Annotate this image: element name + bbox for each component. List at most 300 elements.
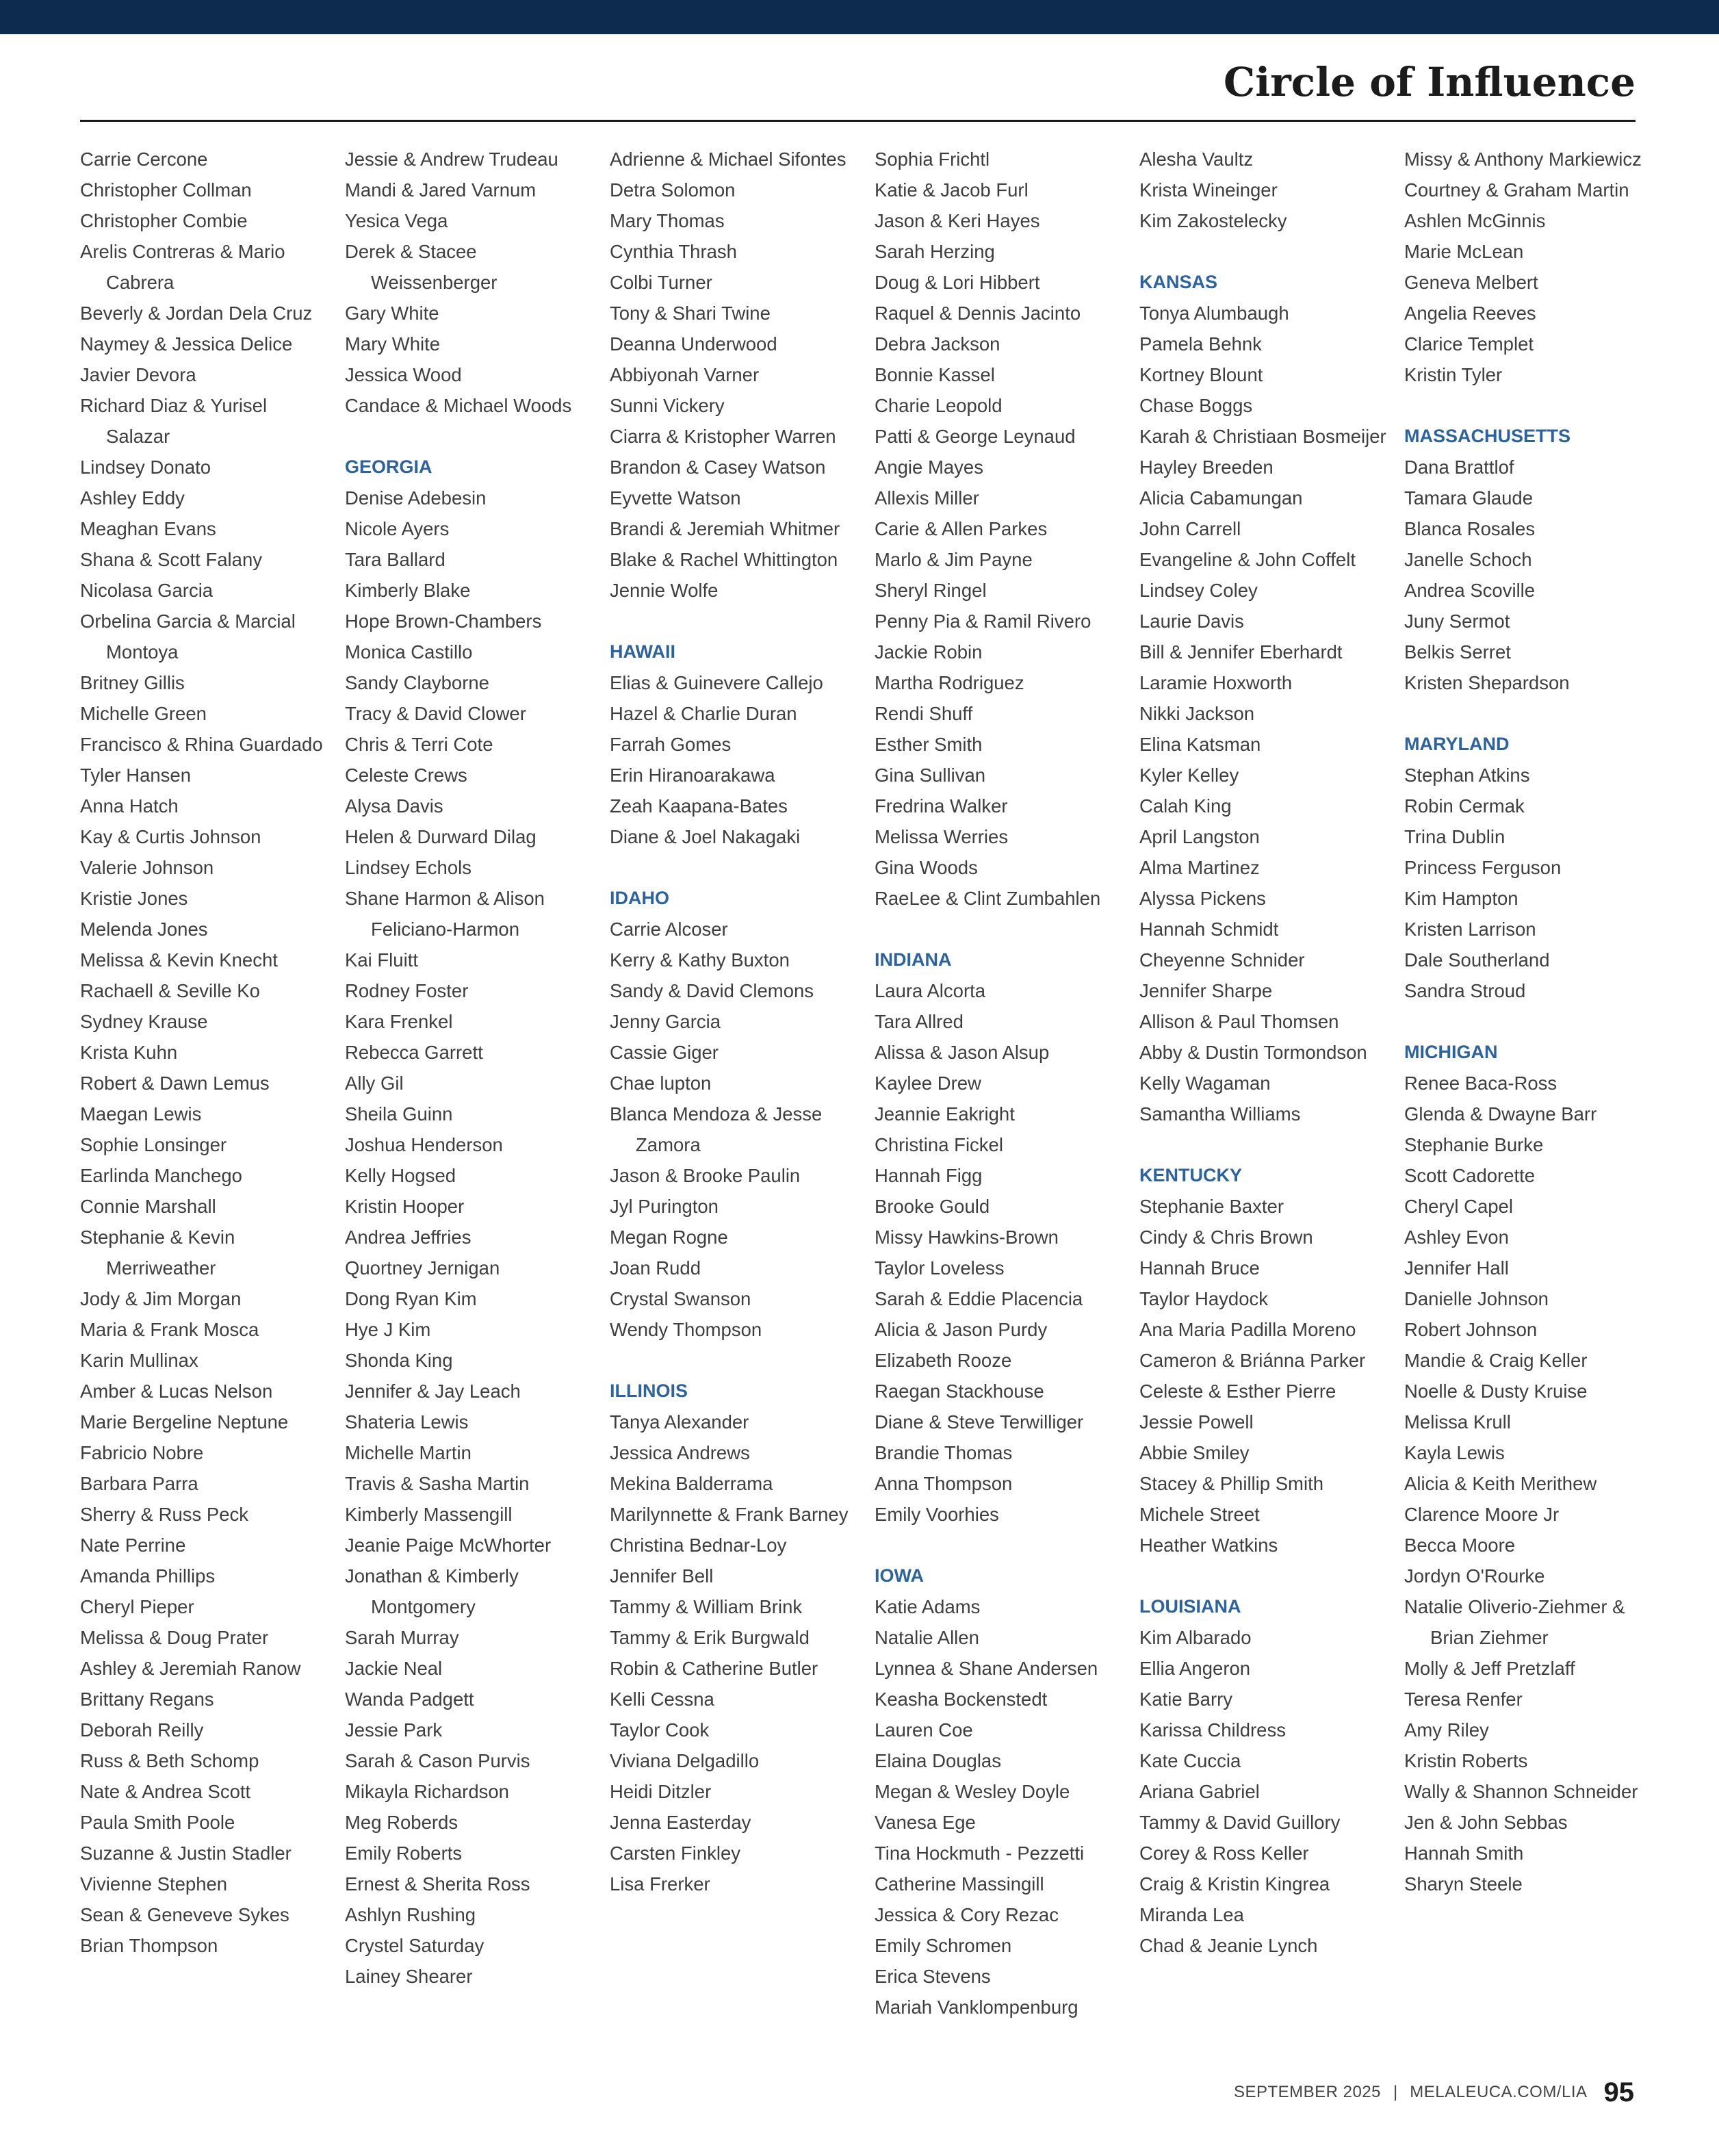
member-name: Farrah Gomes	[610, 734, 732, 755]
state-heading: IDAHO	[610, 888, 669, 908]
member-name: Lindsey Coley	[1139, 580, 1258, 601]
member-name: Robin & Catherine Butler	[610, 1658, 818, 1679]
member-name: Krista Wineinger	[1139, 179, 1278, 201]
member-name: Tyler Hansen	[80, 765, 192, 786]
member-name: Chae lupton	[610, 1073, 712, 1094]
member-name: Michelle Martin	[345, 1442, 471, 1463]
member-name: Hazel & Charlie Duran	[610, 703, 797, 724]
state-group	[1404, 144, 1659, 390]
member-name: Yesica Vega	[345, 210, 448, 231]
member-name: Beverly & Jordan Dela Cruz	[80, 303, 313, 324]
member-name: Crystal Swanson	[610, 1288, 751, 1309]
member-name: Connie Marshall	[80, 1196, 216, 1217]
member-name: Jessie & Andrew Trudeau	[345, 149, 558, 170]
member-name: Emily Roberts	[345, 1843, 463, 1864]
member-name: Kim Hampton	[1404, 888, 1518, 909]
state-heading: GEORGIA	[345, 457, 432, 477]
state-group	[1139, 1160, 1394, 1561]
member-name: Ana Maria Padilla Moreno	[1139, 1319, 1356, 1340]
member-name: Clarence Moore Jr	[1404, 1504, 1560, 1525]
member-name: Tamara Glaude	[1404, 487, 1534, 509]
member-name: Jennie Wolfe	[610, 580, 719, 601]
member-name: Juny Sermot	[1404, 611, 1510, 632]
member-name: Carrie Alcoser	[610, 919, 728, 940]
member-name: Hope Brown-Chambers	[345, 611, 542, 632]
member-name: Melenda Jones	[80, 919, 208, 940]
state-group	[1139, 144, 1394, 236]
member-name: Kay & Curtis Johnson	[80, 826, 261, 847]
member-name: Sunni Vickery	[610, 395, 725, 416]
member-name: Katie Barry	[1139, 1689, 1233, 1710]
member-name: Melissa Werries	[875, 826, 1009, 847]
member-name: Adrienne & Michael Sifontes	[610, 149, 846, 170]
member-name: Laramie Hoxworth	[1139, 672, 1293, 693]
state-group	[345, 144, 599, 421]
member-name: Hye J Kim	[345, 1319, 431, 1340]
member-name: Melissa & Kevin Knecht	[80, 949, 278, 971]
member-name: Kristin Hooper	[345, 1196, 465, 1217]
member-name: Stephanie & Kevin Merriweather	[80, 1227, 235, 1279]
member-name: Melissa & Doug Prater	[80, 1627, 269, 1648]
member-name: Ashley Evon	[1404, 1227, 1509, 1248]
member-name: Charie Leopold	[875, 395, 1003, 416]
member-name: Detra Solomon	[610, 179, 736, 201]
member-name: Brandi & Jeremiah Whitmer	[610, 518, 840, 539]
member-name: Kelly Wagaman	[1139, 1073, 1271, 1094]
member-name: Wanda Padgett	[345, 1689, 474, 1710]
member-name: Doug & Lori Hibbert	[875, 272, 1040, 293]
member-name: Lynnea & Shane Andersen	[875, 1658, 1098, 1679]
member-name: Jenny Garcia	[610, 1011, 721, 1032]
state-group	[875, 1561, 1129, 2023]
member-name: Gina Woods	[875, 857, 978, 878]
member-name: Travis & Sasha Martin	[345, 1473, 530, 1494]
member-name: Jessie Park	[345, 1719, 443, 1741]
member-name: Viviana Delgadillo	[610, 1750, 760, 1771]
member-name: Raegan Stackhouse	[875, 1381, 1044, 1402]
member-name: Shateria Lewis	[345, 1411, 469, 1433]
member-name: Tara Ballard	[345, 549, 445, 570]
member-name: Dana Brattlof	[1404, 457, 1514, 478]
column-2	[345, 144, 599, 1992]
member-name: Ariana Gabriel	[1139, 1781, 1260, 1802]
member-name: Kara Frenkel	[345, 1011, 453, 1032]
top-banner	[0, 0, 1719, 34]
member-name: Joshua Henderson	[345, 1134, 503, 1155]
member-name: Dong Ryan Kim	[345, 1288, 477, 1309]
member-name: Lindsey Donato	[80, 457, 211, 478]
member-name: Sheryl Ringel	[875, 580, 987, 601]
state-group	[1404, 1037, 1659, 1899]
member-name: Tracy & David Clower	[345, 703, 526, 724]
member-name: Andrea Jeffries	[345, 1227, 471, 1248]
member-name: Ashlyn Rushing	[345, 1904, 476, 1925]
member-name: Candace & Michael Woods	[345, 395, 572, 416]
member-name: Evangeline & John Coffelt	[1139, 549, 1356, 570]
member-name: Lisa Frerker	[610, 1873, 710, 1895]
member-name: Derek & Stacee Weissenberger	[345, 241, 497, 293]
member-name: Marie Bergeline Neptune	[80, 1411, 289, 1433]
member-name: Katie & Jacob Furl	[875, 179, 1029, 201]
member-name: Sydney Krause	[80, 1011, 208, 1032]
state-heading: LOUISIANA	[1139, 1596, 1241, 1617]
member-name: Kayla Lewis	[1404, 1442, 1505, 1463]
member-name: Kim Zakostelecky	[1139, 210, 1287, 231]
member-name: Brooke Gould	[875, 1196, 990, 1217]
member-name: Alyssa Pickens	[1139, 888, 1266, 909]
member-name: Hannah Figg	[875, 1165, 983, 1186]
state-heading: MASSACHUSETTS	[1404, 426, 1571, 446]
footer-site: MELALEUCA.COM/LIA	[1410, 2083, 1588, 2101]
column-5	[1139, 144, 1394, 1961]
member-name: Abby & Dustin Tormondson	[1139, 1042, 1367, 1063]
member-name: Jyl Purington	[610, 1196, 719, 1217]
member-name: Rendi Shuff	[875, 703, 973, 724]
page-footer	[1234, 2075, 1634, 2109]
column-1	[80, 144, 335, 1961]
member-name: RaeLee & Clint Zumbahlen	[875, 888, 1101, 909]
member-name: Elina Katsman	[1139, 734, 1261, 755]
state-heading: INDIANA	[875, 949, 952, 970]
member-name: Quortney Jernigan	[345, 1257, 500, 1279]
state-group	[610, 883, 864, 1345]
member-name: Kristin Roberts	[1404, 1750, 1528, 1771]
member-name: Jenna Easterday	[610, 1812, 751, 1833]
member-name: Belkis Serret	[1404, 641, 1511, 663]
member-name: Cheryl Capel	[1404, 1196, 1513, 1217]
member-name: Elaina Douglas	[875, 1750, 1001, 1771]
member-name: Kyler Kelley	[1139, 765, 1239, 786]
member-name: Britney Gillis	[80, 672, 185, 693]
state-heading: KANSAS	[1139, 272, 1218, 292]
member-name: Maegan Lewis	[80, 1103, 202, 1125]
member-name: Maria & Frank Mosca	[80, 1319, 259, 1340]
state-heading: KENTUCKY	[1139, 1165, 1243, 1185]
member-name: Sarah Herzing	[875, 241, 995, 262]
member-name: Mary Thomas	[610, 210, 725, 231]
member-name: Blanca Rosales	[1404, 518, 1536, 539]
member-name: Cameron & Briánna Parker	[1139, 1350, 1366, 1371]
column-3	[610, 144, 864, 1899]
member-name: Helen & Durward Dilag	[345, 826, 537, 847]
member-name: Cheryl Pieper	[80, 1596, 194, 1617]
member-name: Celeste Crews	[345, 765, 467, 786]
member-name: Lainey Shearer	[345, 1966, 473, 1987]
member-name: Megan & Wesley Doyle	[875, 1781, 1070, 1802]
member-name: Alysa Davis	[345, 795, 443, 817]
member-name: Christina Fickel	[875, 1134, 1003, 1155]
member-name: Brian Thompson	[80, 1935, 218, 1956]
member-name: Heather Watkins	[1139, 1535, 1278, 1556]
member-name: Karin Mullinax	[80, 1350, 198, 1371]
state-heading: MICHIGAN	[1404, 1042, 1498, 1062]
member-name: Diane & Joel Nakagaki	[610, 826, 801, 847]
member-name: Molly & Jeff Pretzlaff	[1404, 1658, 1575, 1679]
member-name: Amy Riley	[1404, 1719, 1489, 1741]
member-name: Carie & Allen Parkes	[875, 518, 1048, 539]
member-name: Samantha Williams	[1139, 1103, 1301, 1125]
state-group	[1404, 421, 1659, 698]
member-name: Kai Fluitt	[345, 949, 418, 971]
member-name: Javier Devora	[80, 364, 196, 385]
member-name: Jackie Neal	[345, 1658, 443, 1679]
member-name: Valerie Johnson	[80, 857, 214, 878]
member-name: Kerry & Kathy Buxton	[610, 949, 790, 971]
member-name: Melissa Krull	[1404, 1411, 1511, 1433]
member-name: Jen & John Sebbas	[1404, 1812, 1568, 1833]
member-name: Ally Gil	[345, 1073, 404, 1094]
member-name: Natalie Allen	[875, 1627, 979, 1648]
member-name: Tony & Shari Twine	[610, 303, 771, 324]
member-name: Vivienne Stephen	[80, 1873, 228, 1895]
member-name: Renee Baca-Ross	[1404, 1073, 1558, 1094]
member-name: Chase Boggs	[1139, 395, 1253, 416]
member-name: Stephanie Burke	[1404, 1134, 1544, 1155]
member-name: Christopher Collman	[80, 179, 252, 201]
member-name: Alicia & Keith Merithew	[1404, 1473, 1597, 1494]
member-name: Keasha Bockenstedt	[875, 1689, 1048, 1710]
member-name: Bill & Jennifer Eberhardt	[1139, 641, 1343, 663]
member-name: Tammy & David Guillory	[1139, 1812, 1341, 1833]
member-name: Deanna Underwood	[610, 333, 777, 355]
member-name: Debra Jackson	[875, 333, 1000, 355]
state-group	[1404, 729, 1659, 1006]
member-name: Anna Hatch	[80, 795, 179, 817]
member-name: Jody & Jim Morgan	[80, 1288, 242, 1309]
member-name: Tonya Alumbaugh	[1139, 303, 1289, 324]
member-name: Courtney & Graham Martin	[1404, 179, 1629, 201]
member-name: Lauren Coe	[875, 1719, 973, 1741]
member-name: Eyvette Watson	[610, 487, 741, 509]
member-name: Zeah Kaapana-Bates	[610, 795, 788, 817]
member-name: Nicolasa Garcia	[80, 580, 214, 601]
title-rule	[80, 120, 1636, 122]
member-name: Corey & Ross Keller	[1139, 1843, 1309, 1864]
member-name: Raquel & Dennis Jacinto	[875, 303, 1081, 324]
member-name: Nicole Ayers	[345, 518, 450, 539]
member-name: Taylor Cook	[610, 1719, 710, 1741]
member-name: Earlinda Manchego	[80, 1165, 242, 1186]
page-number: 95	[1603, 2077, 1634, 2107]
state-heading: IOWA	[875, 1565, 924, 1586]
state-group	[875, 144, 1129, 914]
member-name: Noelle & Dusty Kruise	[1404, 1381, 1588, 1402]
member-name: Ciarra & Kristopher Warren	[610, 426, 836, 447]
member-name: Mekina Balderrama	[610, 1473, 773, 1494]
member-name: Joan Rudd	[610, 1257, 701, 1279]
member-name: Mariah Vanklompenburg	[875, 1997, 1078, 2018]
member-name: Stephan Atkins	[1404, 765, 1530, 786]
member-name: Russ & Beth Schomp	[80, 1750, 259, 1771]
member-name: Kortney Blount	[1139, 364, 1263, 385]
member-name: Hannah Smith	[1404, 1843, 1524, 1864]
member-name: Marlo & Jim Payne	[875, 549, 1033, 570]
member-name: Mikayla Richardson	[345, 1781, 509, 1802]
member-name: Kristin Tyler	[1404, 364, 1503, 385]
member-name: Kimberly Blake	[345, 580, 471, 601]
member-name: Amber & Lucas Nelson	[80, 1381, 273, 1402]
member-name: Marie McLean	[1404, 241, 1524, 262]
member-name: Kim Albarado	[1139, 1627, 1252, 1648]
member-name: Robert & Dawn Lemus	[80, 1073, 270, 1094]
member-name: Tanya Alexander	[610, 1411, 749, 1433]
member-name: Chris & Terri Cote	[345, 734, 493, 755]
member-name: Kelli Cessna	[610, 1689, 714, 1710]
member-name: Marilynnette & Frank Barney	[610, 1504, 849, 1525]
member-name: Abbie Smiley	[1139, 1442, 1250, 1463]
member-name: Wally & Shannon Schneider	[1404, 1781, 1638, 1802]
member-name: Richard Diaz & Yurisel Salazar	[80, 395, 268, 447]
state-group	[80, 144, 335, 1961]
member-name: Tammy & Erik Burgwald	[610, 1627, 810, 1648]
member-name: Brittany Regans	[80, 1689, 214, 1710]
member-name: Jeanie Paige McWhorter	[345, 1535, 552, 1556]
member-name: Jackie Robin	[875, 641, 983, 663]
member-name: Craig & Kristin Kingrea	[1139, 1873, 1330, 1895]
member-name: Ashley & Jeremiah Ranow	[80, 1658, 301, 1679]
state-heading: ILLINOIS	[610, 1381, 688, 1401]
member-name: Meg Roberds	[345, 1812, 458, 1833]
member-name: Rodney Foster	[345, 980, 469, 1001]
member-name: Catherine Massingill	[875, 1873, 1044, 1895]
member-name: Chad & Jeanie Lynch	[1139, 1935, 1318, 1956]
member-name: Taylor Loveless	[875, 1257, 1005, 1279]
member-name: Celeste & Esther Pierre	[1139, 1381, 1336, 1402]
member-name: Jessica Wood	[345, 364, 462, 385]
state-group	[610, 637, 864, 852]
member-name: Jason & Keri Hayes	[875, 210, 1040, 231]
member-name: Sherry & Russ Peck	[80, 1504, 249, 1525]
member-name: Megan Rogne	[610, 1227, 728, 1248]
member-name: Nate Perrine	[80, 1535, 186, 1556]
member-name: Lindsey Echols	[345, 857, 471, 878]
member-name: Alma Martinez	[1139, 857, 1260, 878]
member-name: Robin Cermak	[1404, 795, 1525, 817]
footer-date: SEPTEMBER 2025	[1233, 2083, 1382, 2101]
member-name: Mandie & Craig Keller	[1404, 1350, 1588, 1371]
member-name: Jennifer Hall	[1404, 1257, 1509, 1279]
member-name: Kelly Hogsed	[345, 1165, 456, 1186]
member-name: Janelle Schoch	[1404, 549, 1532, 570]
member-name: Allexis Miller	[875, 487, 979, 509]
state-group	[1139, 267, 1394, 1129]
member-name: Naymey & Jessica Delice	[80, 333, 293, 355]
member-name: Michelle Green	[80, 703, 207, 724]
member-name: Fredrina Walker	[875, 795, 1008, 817]
member-name: Sarah & Cason Purvis	[345, 1750, 530, 1771]
member-name: Meaghan Evans	[80, 518, 216, 539]
member-name: Alesha Vaultz	[1139, 149, 1254, 170]
member-name: Barbara Parra	[80, 1473, 198, 1494]
member-name: Brandie Thomas	[875, 1442, 1013, 1463]
member-name: Deborah Reilly	[80, 1719, 204, 1741]
member-name: Wendy Thompson	[610, 1319, 762, 1340]
member-name: Cindy & Chris Brown	[1139, 1227, 1313, 1248]
footer-separator: |	[1393, 2083, 1398, 2101]
member-name: Pamela Behnk	[1139, 333, 1262, 355]
member-name: Emily Schromen	[875, 1935, 1012, 1956]
member-name: Shonda King	[345, 1350, 453, 1371]
member-name: Esther Smith	[875, 734, 983, 755]
member-name: Princess Ferguson	[1404, 857, 1562, 878]
member-name: Jennifer Bell	[610, 1565, 714, 1587]
member-name: Fabricio Nobre	[80, 1442, 204, 1463]
member-name: Alicia & Jason Purdy	[875, 1319, 1048, 1340]
member-name: Jordyn O'Rourke	[1404, 1565, 1545, 1587]
member-name: Kaylee Drew	[875, 1073, 981, 1094]
column-6	[1404, 144, 1659, 1899]
member-name: Nikki Jackson	[1139, 703, 1255, 724]
member-name: Kimberly Massengill	[345, 1504, 513, 1525]
member-name: Mary White	[345, 333, 441, 355]
member-name: Shane Harmon & Alison Feliciano-Harmon	[345, 888, 545, 940]
member-name: Shana & Scott Falany	[80, 549, 262, 570]
member-name: Erin Hiranoarakawa	[610, 765, 775, 786]
member-name: Abbiyonah Varner	[610, 364, 760, 385]
member-name: Gina Sullivan	[875, 765, 986, 786]
member-name: Tara Allred	[875, 1011, 964, 1032]
member-name: Penny Pia & Ramil Rivero	[875, 611, 1091, 632]
member-name: Erica Stevens	[875, 1966, 991, 1987]
member-name: Sandy & David Clemons	[610, 980, 814, 1001]
member-name: Miranda Lea	[1139, 1904, 1244, 1925]
member-name: Stephanie Baxter	[1139, 1196, 1284, 1217]
member-name: Missy Hawkins-Brown	[875, 1227, 1059, 1248]
member-name: Monica Castillo	[345, 641, 473, 663]
member-name: Alissa & Jason Alsup	[875, 1042, 1050, 1063]
member-name: Diane & Steve Terwilliger	[875, 1411, 1084, 1433]
member-name: Jeannie Eakright	[875, 1103, 1015, 1125]
member-name: Ernest & Sherita Ross	[345, 1873, 530, 1895]
member-name: Natalie Oliverio-Ziehmer & Brian Ziehmer	[1404, 1596, 1625, 1648]
member-name: Blake & Rachel Whittington	[610, 549, 838, 570]
member-name: Christopher Combie	[80, 210, 248, 231]
member-name: Sophia Frichtl	[875, 149, 990, 170]
member-name: Emily Voorhies	[875, 1504, 999, 1525]
member-name: Teresa Renfer	[1404, 1689, 1523, 1710]
member-name: Sandra Stroud	[1404, 980, 1526, 1001]
member-name: Jason & Brooke Paulin	[610, 1165, 801, 1186]
state-group	[1139, 1591, 1394, 1961]
member-name: Tina Hockmuth - Pezzetti	[875, 1843, 1085, 1864]
member-name: Ellia Angeron	[1139, 1658, 1251, 1679]
member-name: Karissa Childress	[1139, 1719, 1286, 1741]
member-name: Alicia Cabamungan	[1139, 487, 1303, 509]
member-name: Andrea Scoville	[1404, 580, 1536, 601]
member-name: Christina Bednar-Loy	[610, 1535, 787, 1556]
member-name: Katie Adams	[875, 1596, 981, 1617]
member-name: Rachaell & Seville Ko	[80, 980, 260, 1001]
member-name: Jessica & Cory Rezac	[875, 1904, 1059, 1925]
member-name: Karah & Christiaan Bosmeijer	[1139, 426, 1386, 447]
member-name: Brandon & Casey Watson	[610, 457, 826, 478]
member-name: Cassie Giger	[610, 1042, 719, 1063]
state-group	[345, 452, 599, 1992]
member-name: Becca Moore	[1404, 1535, 1516, 1556]
member-name: Jessie Powell	[1139, 1411, 1254, 1433]
member-name: Scott Cadorette	[1404, 1165, 1536, 1186]
member-name: Sheila Guinn	[345, 1103, 453, 1125]
member-name: Nate & Andrea Scott	[80, 1781, 251, 1802]
member-name: Arelis Contreras & Mario Cabrera	[80, 241, 285, 293]
member-name: Hannah Schmidt	[1139, 919, 1279, 940]
member-name: Glenda & Dwayne Barr	[1404, 1103, 1597, 1125]
member-name: Kristie Jones	[80, 888, 188, 909]
member-name: Rebecca Garrett	[345, 1042, 483, 1063]
member-name: Gary White	[345, 303, 439, 324]
member-name: Krista Kuhn	[80, 1042, 178, 1063]
member-name: Michele Street	[1139, 1504, 1260, 1525]
